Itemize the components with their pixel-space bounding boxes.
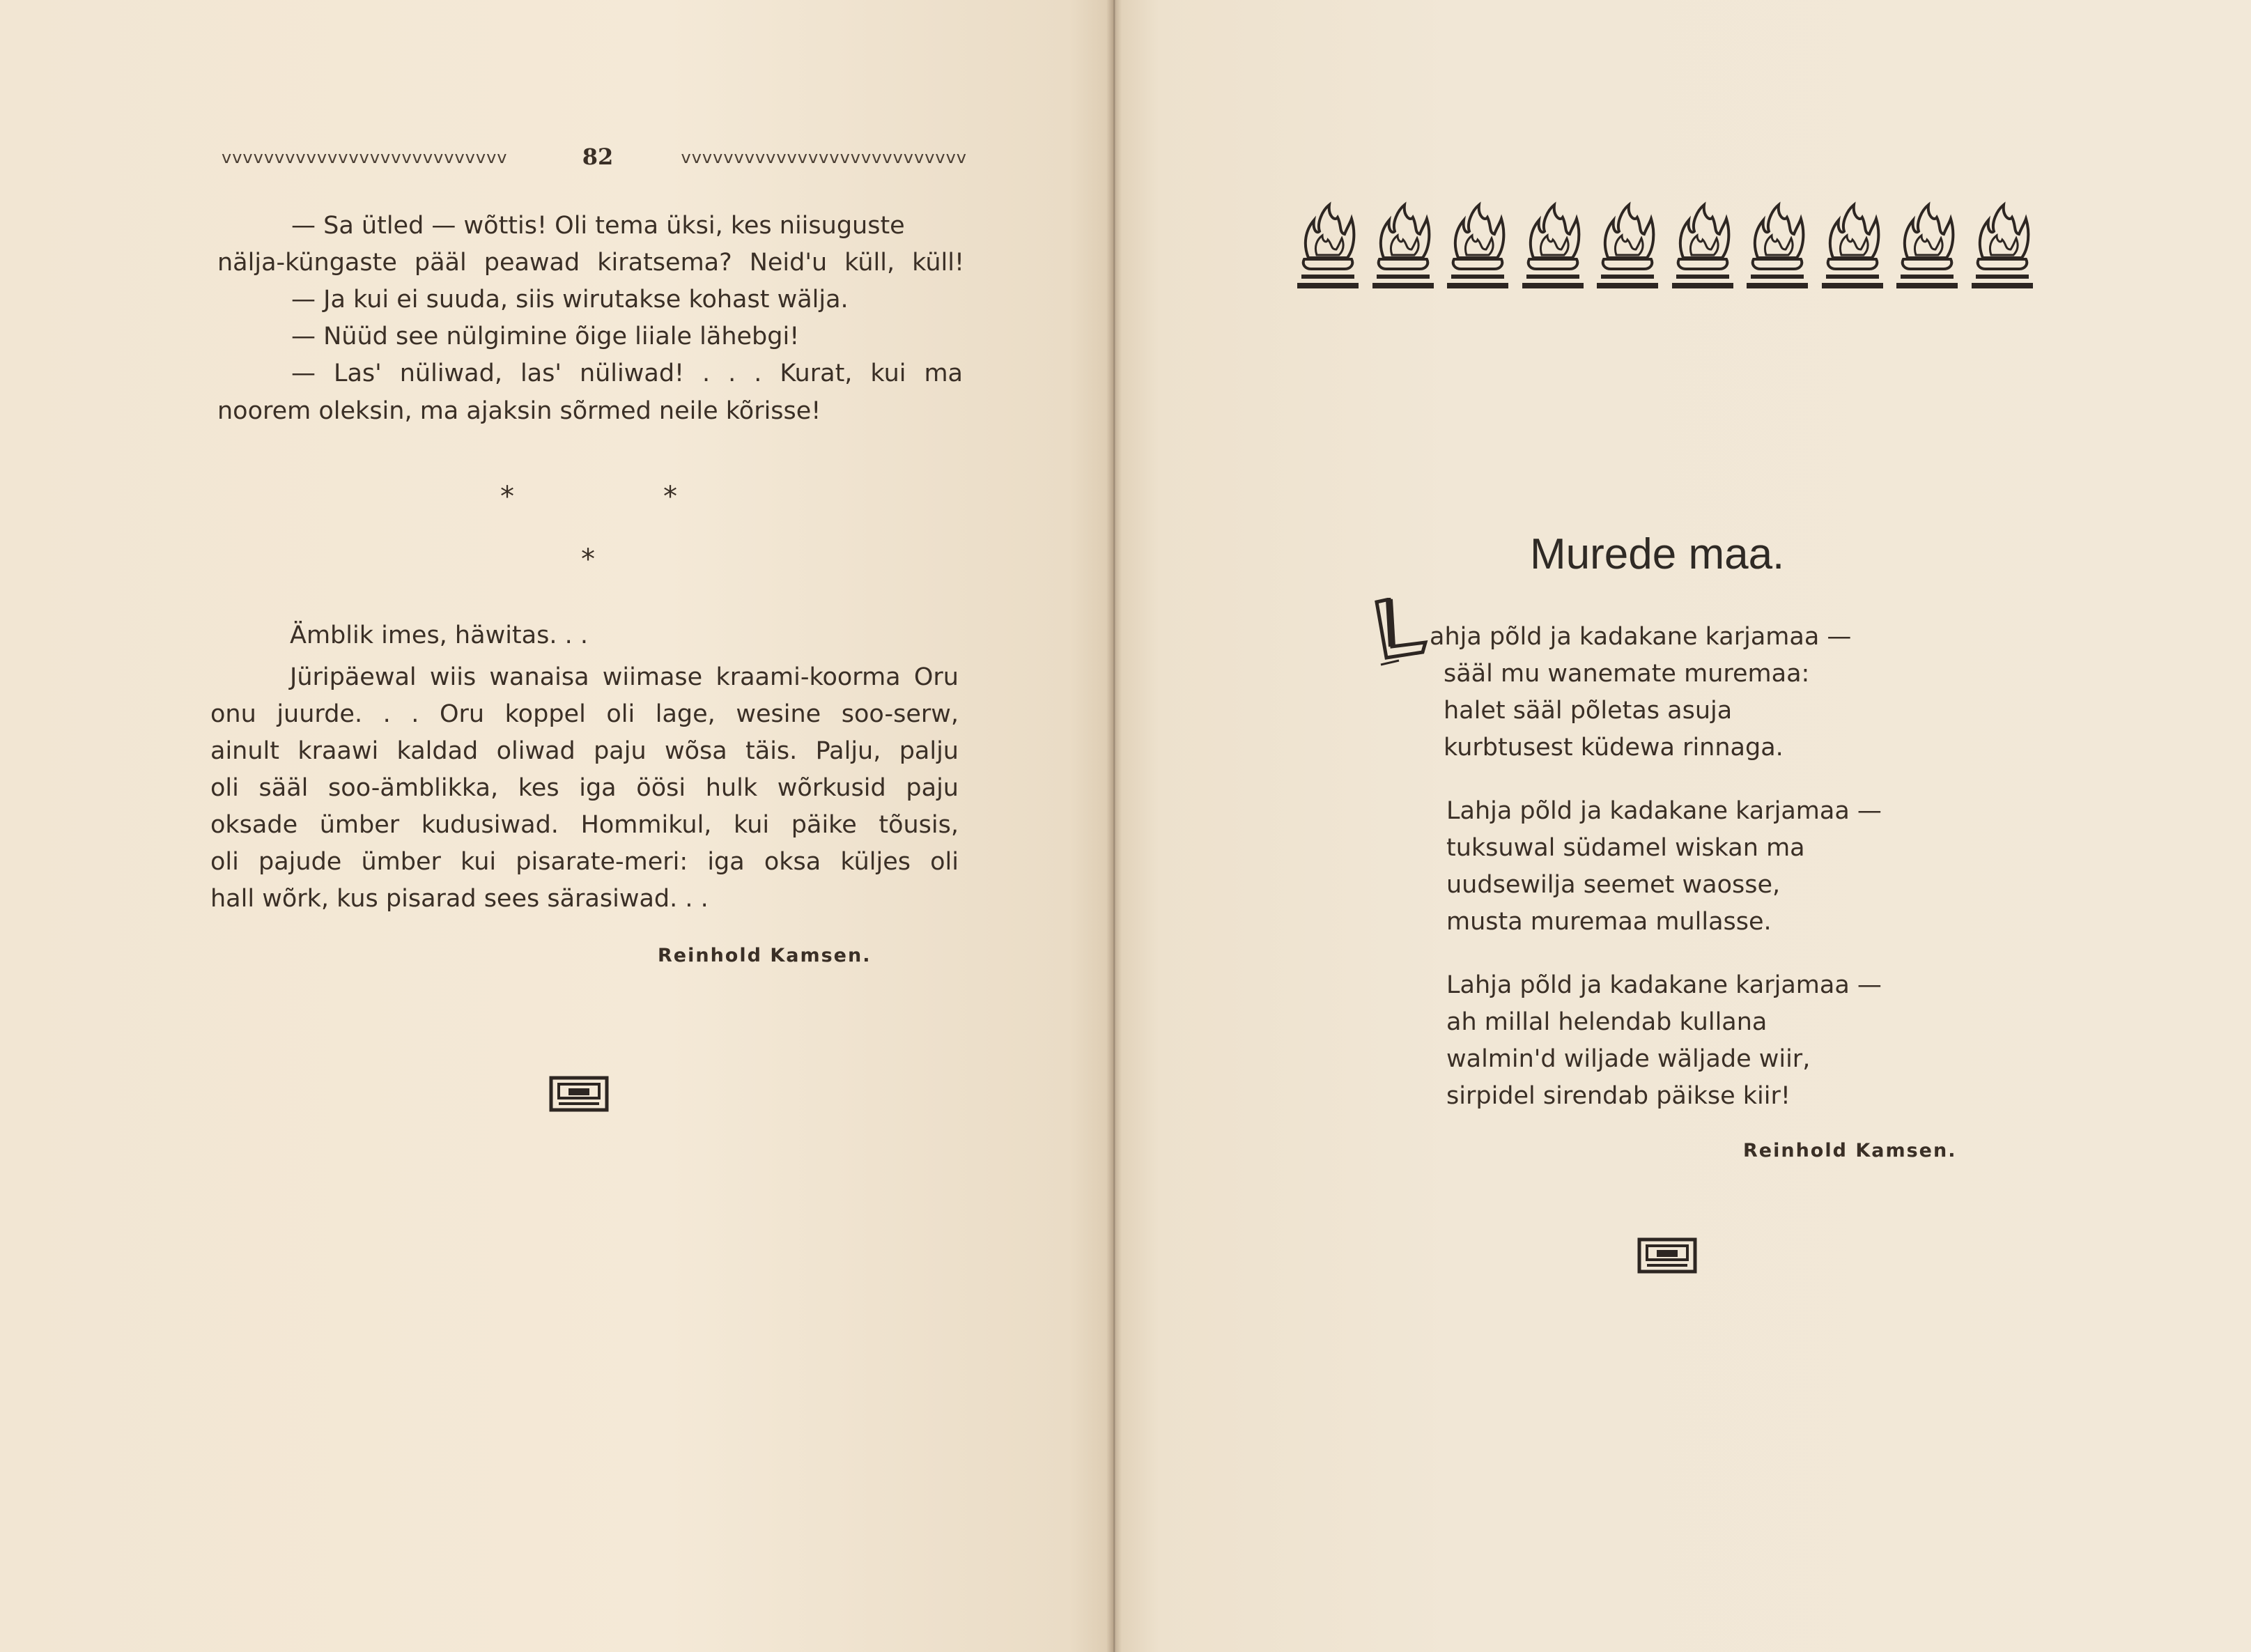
header-ornament-right: vvvvvvvvvvvvvvvvvvvvvvvvvvv (681, 148, 967, 167)
stanza-3 (1446, 967, 1882, 1115)
signature: Reinhold Kamsen. (658, 945, 872, 966)
flame-icon (1671, 195, 1735, 293)
poem-line: Lahja põld ja kadakane karjamaa — (1446, 971, 1882, 999)
page-header (222, 144, 967, 183)
poem-title: Murede maa. (1530, 530, 1785, 578)
dialogue-line: nälja-küngaste pääl peawad kiratsema? Neid'u küll, küll! (217, 249, 964, 277)
dialogue-line: noorem oleksin, ma ajaksin sõrmed neile kõrisse! (217, 397, 821, 425)
flame-icon (1745, 195, 1809, 293)
paragraph-line: oli sääl soo-ämblikka, kes iga öösi hulk wõrkusid paju (210, 774, 959, 802)
dialogue-line: — Ja kui ei suuda, siis wirutakse kohast wälja. (291, 286, 849, 314)
page-number: 82 (582, 144, 614, 170)
header-ornament-left: vvvvvvvvvvvvvvvvvvvvvvvvvvv (222, 148, 508, 167)
stanza-1-cont (1444, 656, 1809, 766)
paragraph-line: Jüripäewal wiis wanaisa wiimase kraami-koorma Oru (290, 663, 959, 691)
flame-icon (1371, 195, 1435, 293)
signature: Reinhold Kamsen. (1743, 1140, 1957, 1161)
paragraph-first-line: Ämblik imes, häwitas. . . (290, 622, 588, 649)
poem-line: uudsewilja seemet waosse, (1446, 871, 1781, 899)
asterism-star: * (499, 481, 516, 513)
poem-line: kurbtusest küdewa rinnaga. (1444, 734, 1784, 762)
poem-line: Lahja põld ja kadakane karjamaa — (1446, 797, 1882, 825)
poem-line: sirpidel sirendab päikse kiir! (1446, 1082, 1790, 1110)
dialogue-line: — Sa ütled — wõttis! Oli tema üksi, kes niisuguste (291, 212, 905, 240)
poem-line: walmin'd wiljade wäljade wiir, (1446, 1045, 1811, 1073)
ornament-box-icon (549, 1076, 609, 1112)
paragraph-line: ainult kraawi kaldad oliwad paju wõsa täis. Palju, palju (210, 737, 959, 765)
flame-icon (1970, 195, 2034, 293)
flame-icon (1446, 195, 1510, 293)
paragraph-line: oli pajude ümber kui pisarate-meri: iga oksa küljes oli (210, 848, 959, 876)
stanza-2 (1446, 793, 1882, 941)
paragraph-line: oksade ümber kudusiwad. Hommikul, kui päike tõusis, (210, 811, 959, 839)
flame-icon (1296, 195, 1360, 293)
flame-icon (1521, 195, 1585, 293)
dialogue-line: — Las' nüliwad, las' nüliwad! . . . Kurat, kui ma (291, 360, 963, 387)
poem-line: tuksuwal südamel wiskan ma (1446, 834, 1805, 862)
flame-icon (1895, 195, 1959, 293)
poem-line: ah millal helendab kullana (1446, 1008, 1767, 1036)
poem-line: musta muremaa mullasse. (1446, 908, 1772, 936)
asterism-star: * (662, 481, 679, 513)
poem-line: halet sääl põletas asuja (1444, 697, 1733, 725)
paragraph-line: onu juurde. . . Oru koppel oli lage, wesine soo-serw, (210, 700, 959, 728)
book-gutter (1106, 0, 1122, 1652)
drop-cap-letter: L (1371, 598, 1372, 599)
poem-line: sääl mu wanemate muremaa: (1444, 660, 1810, 688)
paragraph-line: hall wõrk, kus pisarad sees särasiwad. . . (210, 885, 709, 913)
dialogue-line: — Nüüd see nülgimine õige liiale lähebgi! (291, 323, 800, 350)
poem-line: ahja põld ja kadakane karjamaa — (1430, 623, 1852, 651)
ornament-box-icon (1637, 1237, 1697, 1274)
flame-ornament-icon (1296, 195, 2034, 293)
flame-icon (1820, 195, 1885, 293)
drop-cap-icon (1371, 598, 1434, 674)
flame-icon (1595, 195, 1660, 293)
stanza-1 (1430, 619, 1851, 656)
asterism-star: * (580, 543, 597, 576)
